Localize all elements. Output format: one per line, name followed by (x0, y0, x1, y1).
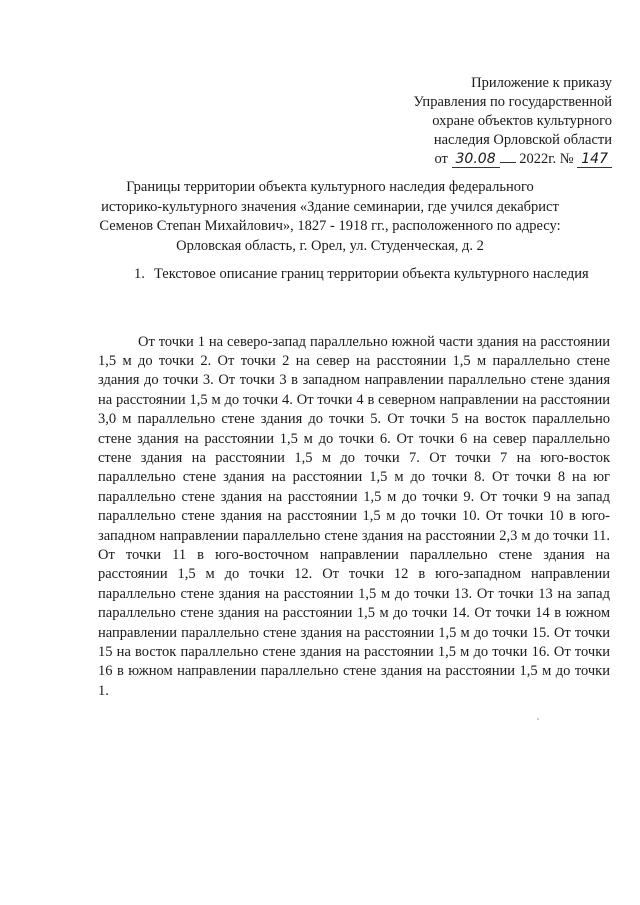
appendix-line-4: наследия Орловской области (433, 132, 612, 148)
appendix-line-1: Приложение к приказу (471, 75, 612, 91)
title-line-4: Орловская область, г. Орел, ул. Студенческая, д. 2 (176, 237, 484, 254)
appendix-header (352, 74, 612, 169)
appendix-line-2: Управления по государственной (413, 94, 612, 110)
order-date-line (352, 150, 612, 169)
date-prefix: от (434, 151, 448, 167)
appendix-line-3: охране объектов культурного (432, 113, 612, 129)
scan-speck (537, 718, 539, 720)
date-year: 2022г. № (519, 151, 574, 167)
section-heading-text: Текстовое описание границ территории объекта культурного наследия (154, 266, 589, 282)
date-underline (500, 150, 516, 163)
title-line-1: Границы территории объекта культурного наследия федерального (126, 179, 534, 195)
title-line-2: историко-культурного значения «Здание семинарии, где учился декабрист (101, 198, 559, 215)
document-title (60, 178, 600, 256)
title-line-3: Семенов Степан Михайлович», 1827 - 1918 гг., расположенного по адресу: (99, 218, 561, 234)
section-number: 1. (134, 266, 145, 282)
handwritten-date: 30.08 (452, 152, 500, 168)
section-heading (134, 265, 610, 285)
boundary-description-paragraph: От точки 1 на северо-запад параллельно южной части здания на расстоянии 1,5 м до точки 2. От точки 2 на север на расстоянии 1,5 м параллельно стене здания до точки 3. От точки 3 в западном направлении параллельно стене здания на расстоянии 1,5 м до точки 4. От точки 4 в северном направлении на расстоянии 3,0 м параллельно стене здания до точки 5. От точки 5 на восток параллельно стене здания на расстоянии 1,5 м до точки 6. От точки 6 на север параллельно стене здания на расстоянии 1,5 м до точки 7. От точки 7 на юго-восток параллельно стене здания на расстоянии 1,5 м до точки 8. От точки 8 на юг параллельно стене здания на расстоянии 1,5 м до точки 9. От точки 9 на запад параллельно стене здания на расстоянии 1,5 м до точки 10. От точки 10 в юго-западном направлении параллельно стене здания на расстоянии 2,3 м до точки 11. От точки 11 в юго-восточном направлении параллельно стене здания на расстоянии 1,5 м до точки 12. От точки 12 в юго-западном направлении параллельно стене здания на расстоянии 1,5 м до точки 13. От точки 13 на запад параллельно стене здания на расстоянии 1,5 м до точки 14. От точки 14 в южном направлении параллельно стене здания на расстоянии 1,5 м до точки 15. От точки 15 на восток параллельно стене здания на расстоянии 1,5 м до точки 16. От точки 16 в южном направлении параллельно стене здания на расстоянии 1,5 м до точки 1. (98, 333, 610, 699)
handwritten-order-number: 147 (577, 152, 612, 168)
